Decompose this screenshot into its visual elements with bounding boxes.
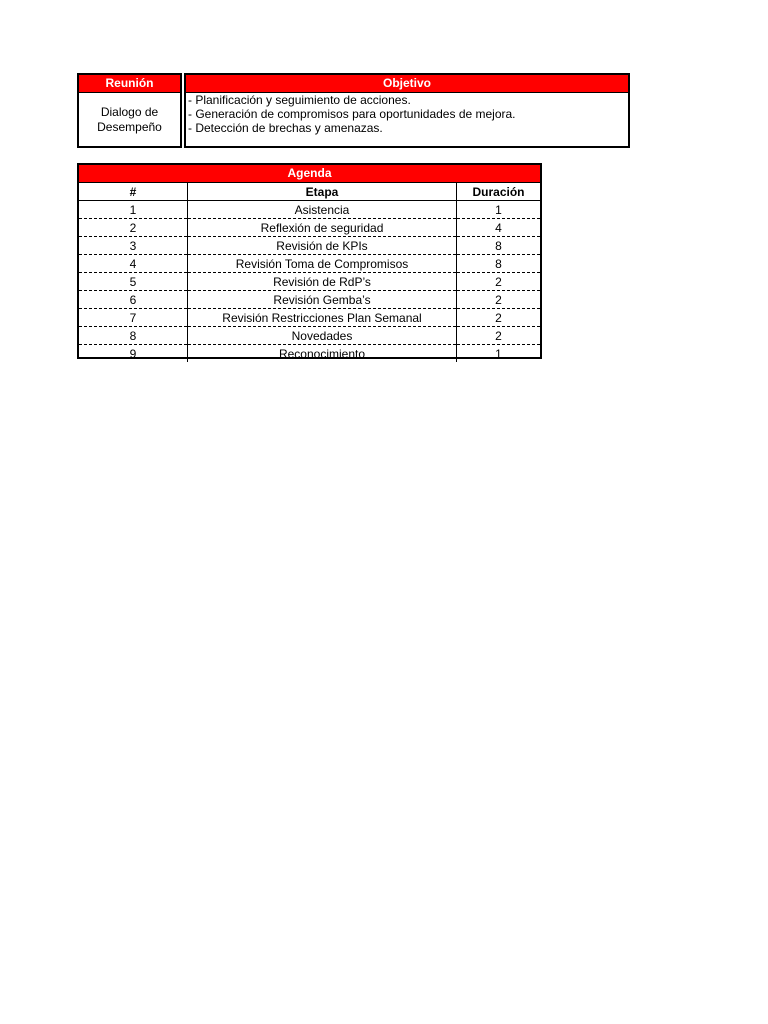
cell-duracion: 2 — [457, 291, 541, 309]
reunion-header: Reunión — [79, 75, 180, 93]
reunion-value-line-1: Dialogo de — [100, 105, 159, 119]
cell-duracion: 8 — [457, 255, 541, 273]
cell-etapa: Revisión de KPIs — [188, 237, 457, 255]
cell-num: 8 — [79, 327, 188, 345]
table-row — [79, 327, 540, 345]
agenda-table — [79, 183, 540, 362]
table-row — [79, 219, 540, 237]
column-header-duracion: Duración — [457, 183, 541, 201]
table-row — [79, 345, 540, 363]
reunion-box — [77, 73, 182, 148]
cell-etapa: Revisión de RdP’s — [188, 273, 457, 291]
cell-num: 2 — [79, 219, 188, 237]
agenda-header-row — [79, 183, 540, 201]
cell-num: 5 — [79, 273, 188, 291]
cell-etapa: Novedades — [188, 327, 457, 345]
cell-etapa: Reflexión de seguridad — [188, 219, 457, 237]
cell-duracion: 2 — [457, 309, 541, 327]
objetivo-box — [184, 73, 630, 148]
cell-num: 1 — [79, 201, 188, 219]
agenda-title: Agenda — [79, 165, 540, 183]
cell-num: 7 — [79, 309, 188, 327]
cell-etapa: Revisión Gemba’s — [188, 291, 457, 309]
cell-duracion: 8 — [457, 237, 541, 255]
cell-num: 4 — [79, 255, 188, 273]
reunion-value — [79, 93, 180, 135]
reunion-value-line-2: Desempeño — [97, 120, 162, 134]
cell-etapa: Asistencia — [188, 201, 457, 219]
cell-duracion: 1 — [495, 346, 502, 361]
column-header-etapa: Etapa — [188, 183, 457, 201]
cell-duracion: 2 — [457, 273, 541, 291]
cell-etapa: Revisión Toma de Compromisos — [188, 255, 457, 273]
cell-num: 3 — [79, 237, 188, 255]
objetivo-list — [186, 93, 628, 135]
column-header-num: # — [79, 183, 188, 201]
objetivo-header: Objetivo — [186, 75, 628, 93]
objetivo-item: - Detección de brechas y amenazas. — [188, 121, 383, 135]
cell-duracion: 1 — [457, 201, 541, 219]
cell-num: 9 — [79, 345, 188, 363]
table-row — [79, 291, 540, 309]
agenda-box — [77, 163, 542, 359]
cell-duracion: 4 — [457, 219, 541, 237]
table-row — [79, 255, 540, 273]
cell-etapa: Revisión Restricciones Plan Semanal — [188, 309, 457, 327]
objetivo-item: - Planificación y seguimiento de acciones. — [188, 93, 411, 107]
table-row — [79, 201, 540, 219]
table-row — [79, 309, 540, 327]
cell-duracion: 2 — [457, 327, 541, 345]
table-row — [79, 237, 540, 255]
table-row — [79, 273, 540, 291]
cell-etapa: Reconocimiento — [188, 345, 457, 363]
cell-num: 6 — [79, 291, 188, 309]
objetivo-item: - Generación de compromisos para oportunidades de mejora. — [188, 107, 516, 121]
